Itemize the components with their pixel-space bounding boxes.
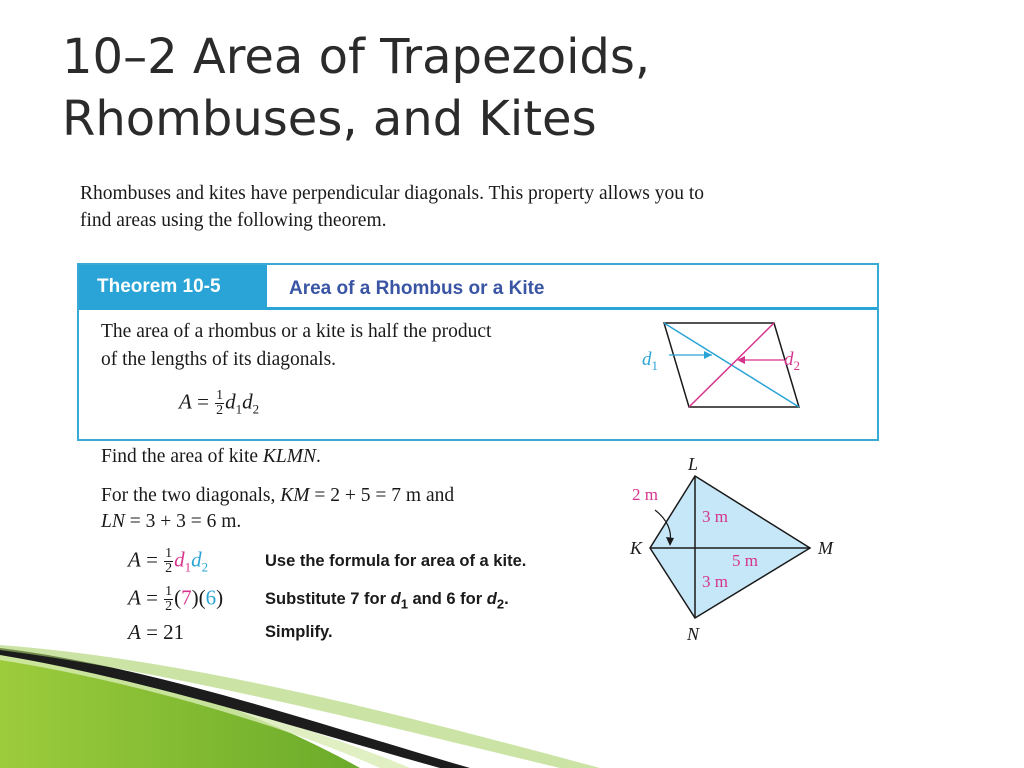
theorem-line-1: The area of a rhombus or a kite is half the product — [101, 321, 492, 342]
vertex-M-label: M — [818, 538, 833, 558]
title-line-2: Rhombuses, and Kites — [62, 91, 597, 147]
vertex-L-label: L — [688, 454, 699, 474]
theorem-label: Theorem 10-5 — [79, 265, 267, 309]
step-3-note: Simplify. — [265, 623, 333, 641]
example-prompt: Find the area of kite KLMN. — [101, 446, 321, 467]
kite-shape — [650, 476, 810, 618]
intro-line-2: find areas using the following theorem. — [80, 210, 387, 231]
title-line-1: 10–2 Area of Trapezoids, — [62, 29, 651, 85]
step-2-equation: A = $\frac{1}{2}$ (7)(6) — [128, 584, 224, 614]
label-3m-top: 3 m — [702, 507, 728, 526]
slide-title — [62, 26, 962, 150]
theorem-header-stripe — [79, 307, 877, 310]
label-3m-bottom: 3 m — [702, 572, 728, 591]
rhombus-diagram — [634, 315, 814, 415]
theorem-name: Area of a Rhombus or a Kite — [289, 278, 545, 299]
intro-paragraph — [80, 180, 870, 234]
label-5m: 5 m — [732, 551, 758, 570]
label-d1: $d_1$ — [642, 349, 658, 373]
step-1-note: Use the formula for area of a kite. — [265, 552, 527, 570]
theorem-formula: A = $\frac{1}{2}$ $d_1d_2$ — [179, 388, 260, 418]
kite-diagram — [620, 450, 850, 650]
label-2m: 2 m — [632, 485, 658, 504]
label-d2: $d_2$ — [784, 349, 800, 373]
step-2-note: Substitute 7 for $d_1$ and 6 for $d_2$. — [265, 590, 509, 612]
step-3-equation: A = 21 — [128, 620, 185, 644]
intro-line-1: Rhombuses and kites have perpendicular diagonals. This property allows you to — [80, 183, 705, 204]
theorem-line-2: of the lengths of its diagonals. — [101, 349, 337, 370]
vertex-N-label: N — [687, 624, 700, 644]
theorem-statement — [101, 318, 601, 374]
vertex-K-label: K — [630, 538, 643, 558]
fraction-one-half: $\frac{1}{2}$ — [216, 388, 224, 418]
step-1-equation: A = $\frac{1}{2}$ $d_1d_2$ — [128, 546, 209, 576]
theorem-box — [77, 263, 879, 441]
example-diagonals: For the two diagonals, KM = 2 + 5 = 7 m and LN = 3 + 3 = 6 m. — [101, 485, 455, 532]
